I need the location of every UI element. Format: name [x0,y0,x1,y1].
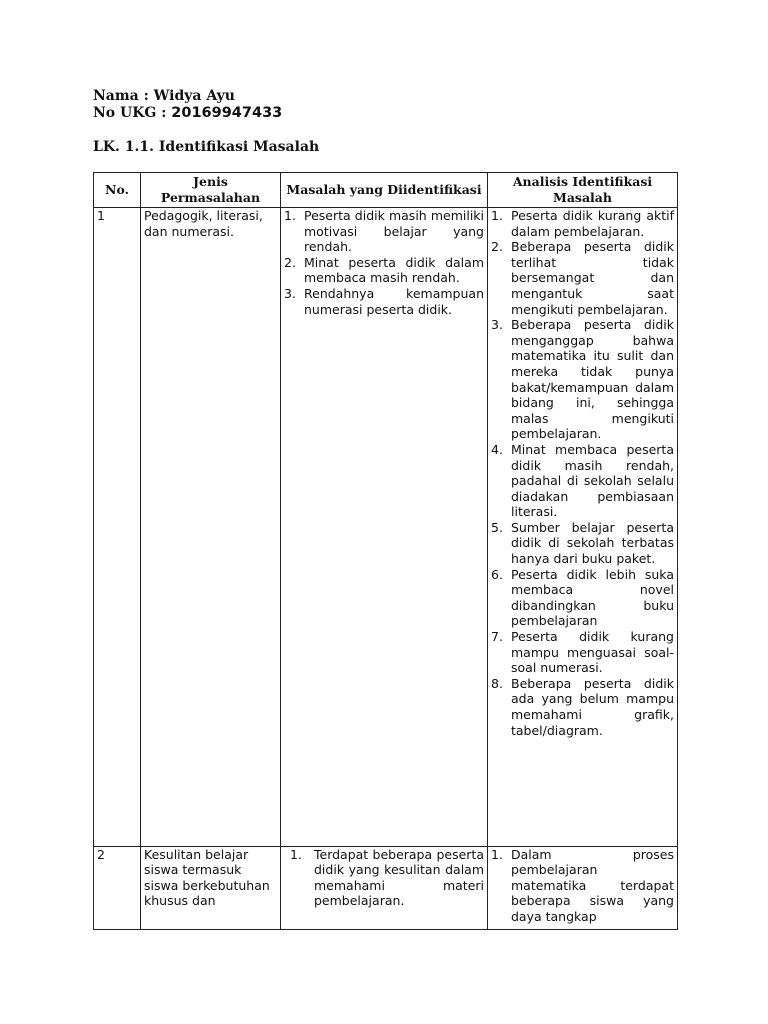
list-item [491,629,674,676]
item-text: Peserta didik kurang aktif dalam pembelajaran. [511,208,674,239]
list-item [284,255,484,286]
header-no: No. [94,173,141,208]
item-number: 1. [284,208,296,223]
masalah-list [284,847,484,909]
student-name: Nama : Widya Ayu [93,88,235,104]
list-item [491,239,674,317]
item-text: Beberapa peserta didik menganggap bahwa matematika itu sulit dan mereka tidak punya bakat/kemampuan dalam bidang ini, sehingga malas mengikuti pembelajaran. [511,317,674,442]
jenis-cell: Kesulitan belajar siswa termasuk siswa berkebutuhan khusus dan [141,846,281,929]
item-text: Rendahnya kemampuan numerasi peserta didik. [304,285,484,317]
ukg-number: 20169947433 [171,105,283,121]
list-item [284,286,484,317]
item-text: Minat peserta didik dalam membaca masih rendah. [304,254,484,286]
list-item [284,847,484,909]
list-item [491,847,674,925]
analisis-cell [488,208,678,847]
item-number: 1. [290,846,302,862]
item-number: 1. [491,846,503,862]
table-row [94,208,678,847]
item-number: 2. [284,254,296,270]
item-text: Minat membaca peserta didik masih rendah, padahal di sekolah selalu diadakan pembiasaan literasi. [511,441,674,520]
jenis-cell: Pedagogik, literasi, dan numerasi. [141,208,281,847]
item-text: Peserta didik kurang mampu menguasai soal-soal numerasi. [511,629,674,676]
analisis-cell [488,846,678,929]
list-item [491,208,674,239]
item-text: Peserta didik masih memiliki motivasi belajar yang rendah. [304,208,484,255]
list-item [491,317,674,442]
item-text: Terdapat beberapa peserta didik yang kesulitan dalam memahami materi pembelajaran. [314,846,484,909]
analisis-list [491,847,674,925]
item-text: Beberapa peserta didik ada yang belum mampu memahami grafik, tabel/diagram. [511,675,674,738]
item-number: 8. [491,675,503,691]
row-number: 2 [94,846,141,929]
item-number: 3. [491,317,503,333]
masalah-list [284,208,484,317]
table-row [94,846,678,929]
list-item [491,442,674,520]
item-number: 4. [491,441,503,457]
masalah-cell [281,208,488,847]
list-item [491,676,674,738]
list-item [491,567,674,629]
row-number: 1 [94,208,141,847]
table-header-row [94,173,678,208]
item-text: Peserta didik lebih suka membaca novel dibandingkan buku pembelajaran [511,566,674,629]
header-jenis: Jenis Permasalahan [141,173,281,208]
item-number: 7. [491,629,503,645]
item-text: Beberapa peserta didik terlihat tidak bersemangat dan mengantuk saat mengikuti pembelajaran. [511,239,674,317]
item-number: 5. [491,519,503,535]
item-number: 6. [491,566,503,582]
header-analisis: Analisis Identifikasi Masalah [488,173,678,208]
identification-table [93,172,678,930]
item-number: 1. [491,208,503,223]
item-number: 2. [491,239,503,255]
section-title: LK. 1.1. Identifikasi Masalah [93,139,320,155]
list-item [491,520,674,567]
list-item [284,208,484,255]
ukg-label: No UKG : [93,105,172,121]
masalah-cell [281,846,488,929]
item-number: 3. [284,285,296,301]
ukg-number-line [93,105,282,121]
item-text: Dalam proses pembelajaran matematika terdapat beberapa siswa yang daya tangkap [511,846,674,925]
analisis-list [491,208,674,738]
header-masalah: Masalah yang Diidentifikasi [281,173,488,208]
item-text: Sumber belajar peserta didik di sekolah terbatas hanya dari buku paket. [511,519,674,567]
